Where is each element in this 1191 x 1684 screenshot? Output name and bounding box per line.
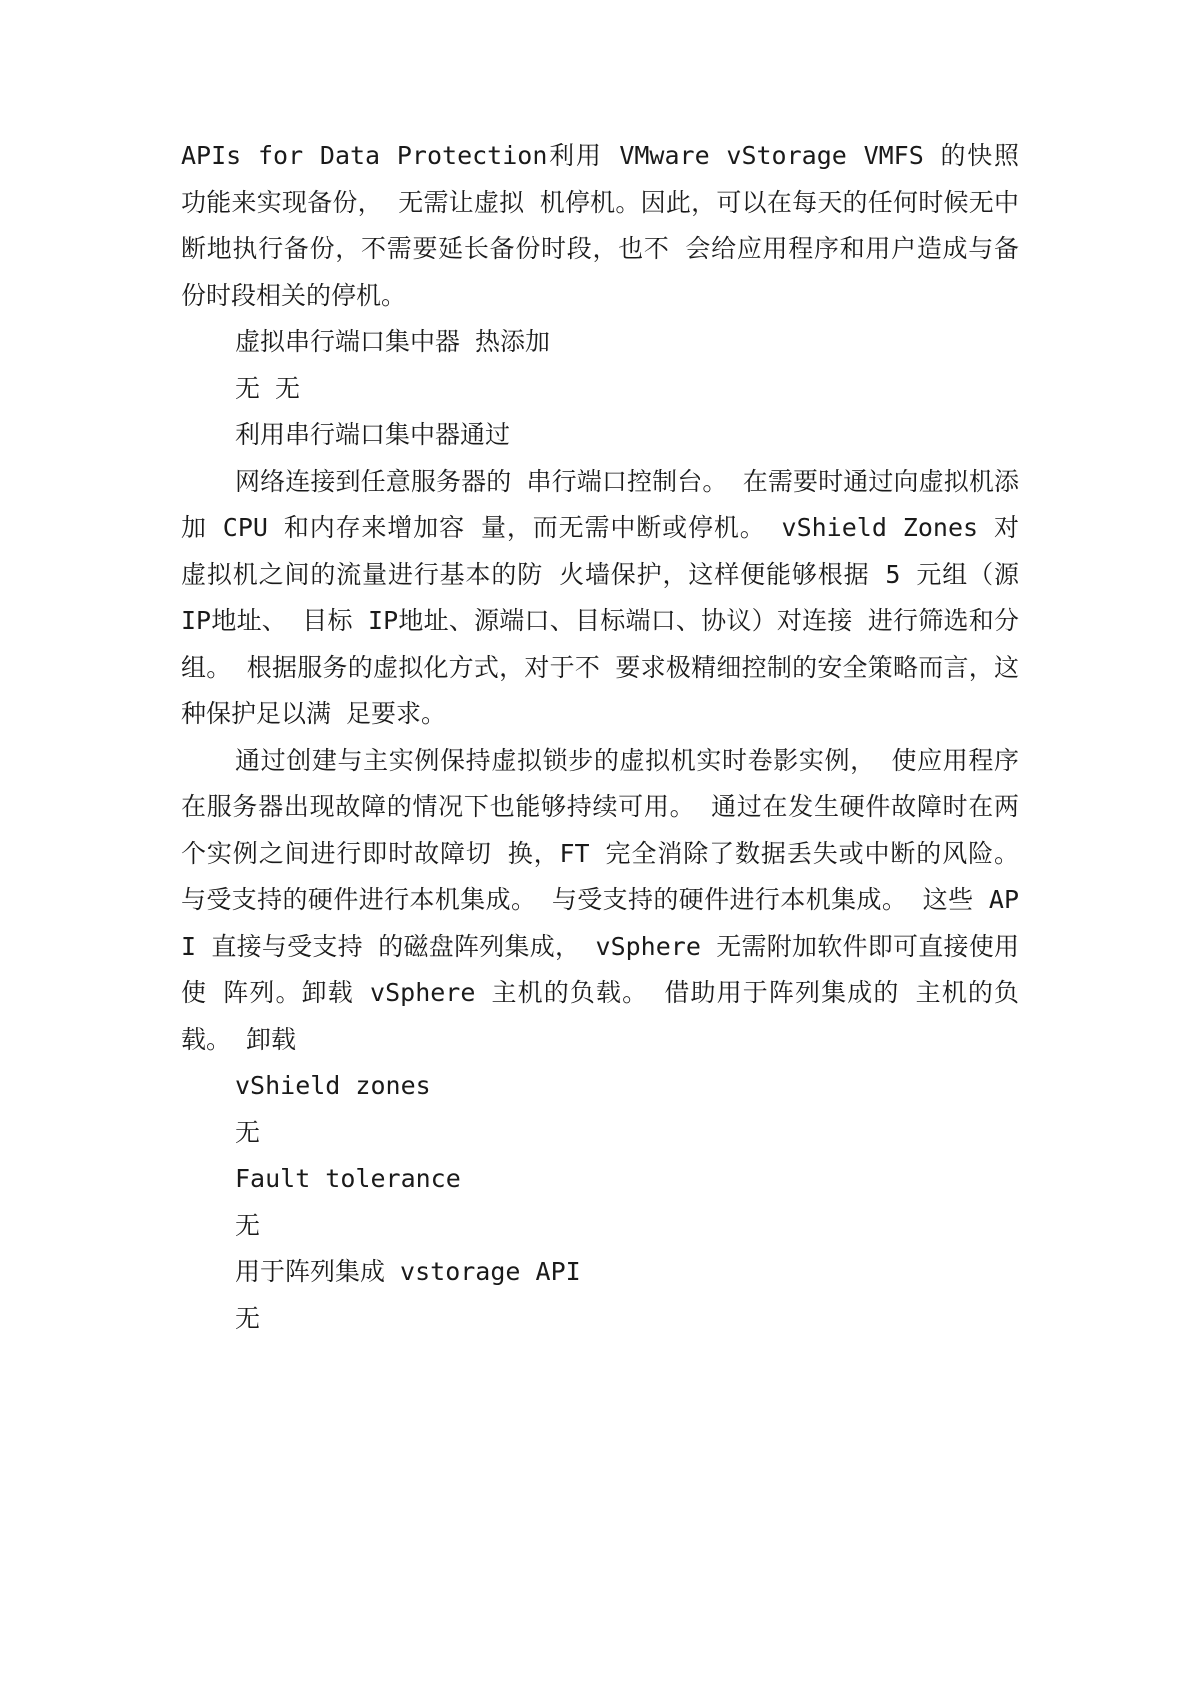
paragraph-fault-tolerance: 通过创建与主实例保持虚拟锁步的虚拟机实时卷影实例， 使应用程序在服务器出现故障的情况下也能够持续可用。 通过在发生硬件故障时在两个实例之间进行即时故障切 换，FT 完全消除了数据丢失或中断的风险。 与受支持的硬件进行本机集成。 与受支持的硬件进行本机集成。 这些 API 直接与受支持 的磁盘阵列集成， vSphere 无需附加软件即可直接使用 使 阵列。卸载 vSphere 主机的负载。 借助用于阵列集成的 主机的负载。 卸载 (181, 745, 1019, 1054)
line-fault-tolerance: Fault tolerance (235, 1164, 461, 1193)
line-none-3: 无 (235, 1303, 261, 1333)
paragraph-network-vshield: 网络连接到任意服务器的 串行端口控制台。 在需要时通过向虚拟机添加 CPU 和内存来增加容 量，而无需中断或停机。 vShield Zones 对虚拟机之间的流量进行基本的防 火墙保护，这样便能够根据 5 元组（源 IP地址、 目标 IP地址、源端口、目标端口、协议）对连接 进行筛选和分组。 根据服务的虚拟化方式，对于不 要求极精细控制的安全策略而言，这种保护足以满 足要求。 (181, 466, 1019, 728)
paragraph-backup: APIs for Data Protection利用 VMware vStorage VMFS 的快照功能来实现备份， 无需让虚拟 机停机。因此，可以在每天的任何时候无中断地执行备份，不需要延长备份时段，也不 会给应用程序和用户造成与备份时段相关的停机。 (181, 141, 1019, 310)
line-serial-concentrator-via: 利用串行端口集中器通过 (235, 420, 511, 449)
line-none-1: 无 (235, 1117, 261, 1147)
line-vshield-zones: vShield zones (235, 1071, 431, 1100)
line-serial-concentrator-hot-add: 虚拟串行端口集中器 热添加 (235, 327, 551, 356)
line-none-none: 无 无 (235, 373, 301, 403)
line-none-2: 无 (235, 1210, 261, 1240)
document-body (181, 133, 1019, 1342)
line-vstorage-api: 用于阵列集成 vstorage API (235, 1257, 581, 1286)
